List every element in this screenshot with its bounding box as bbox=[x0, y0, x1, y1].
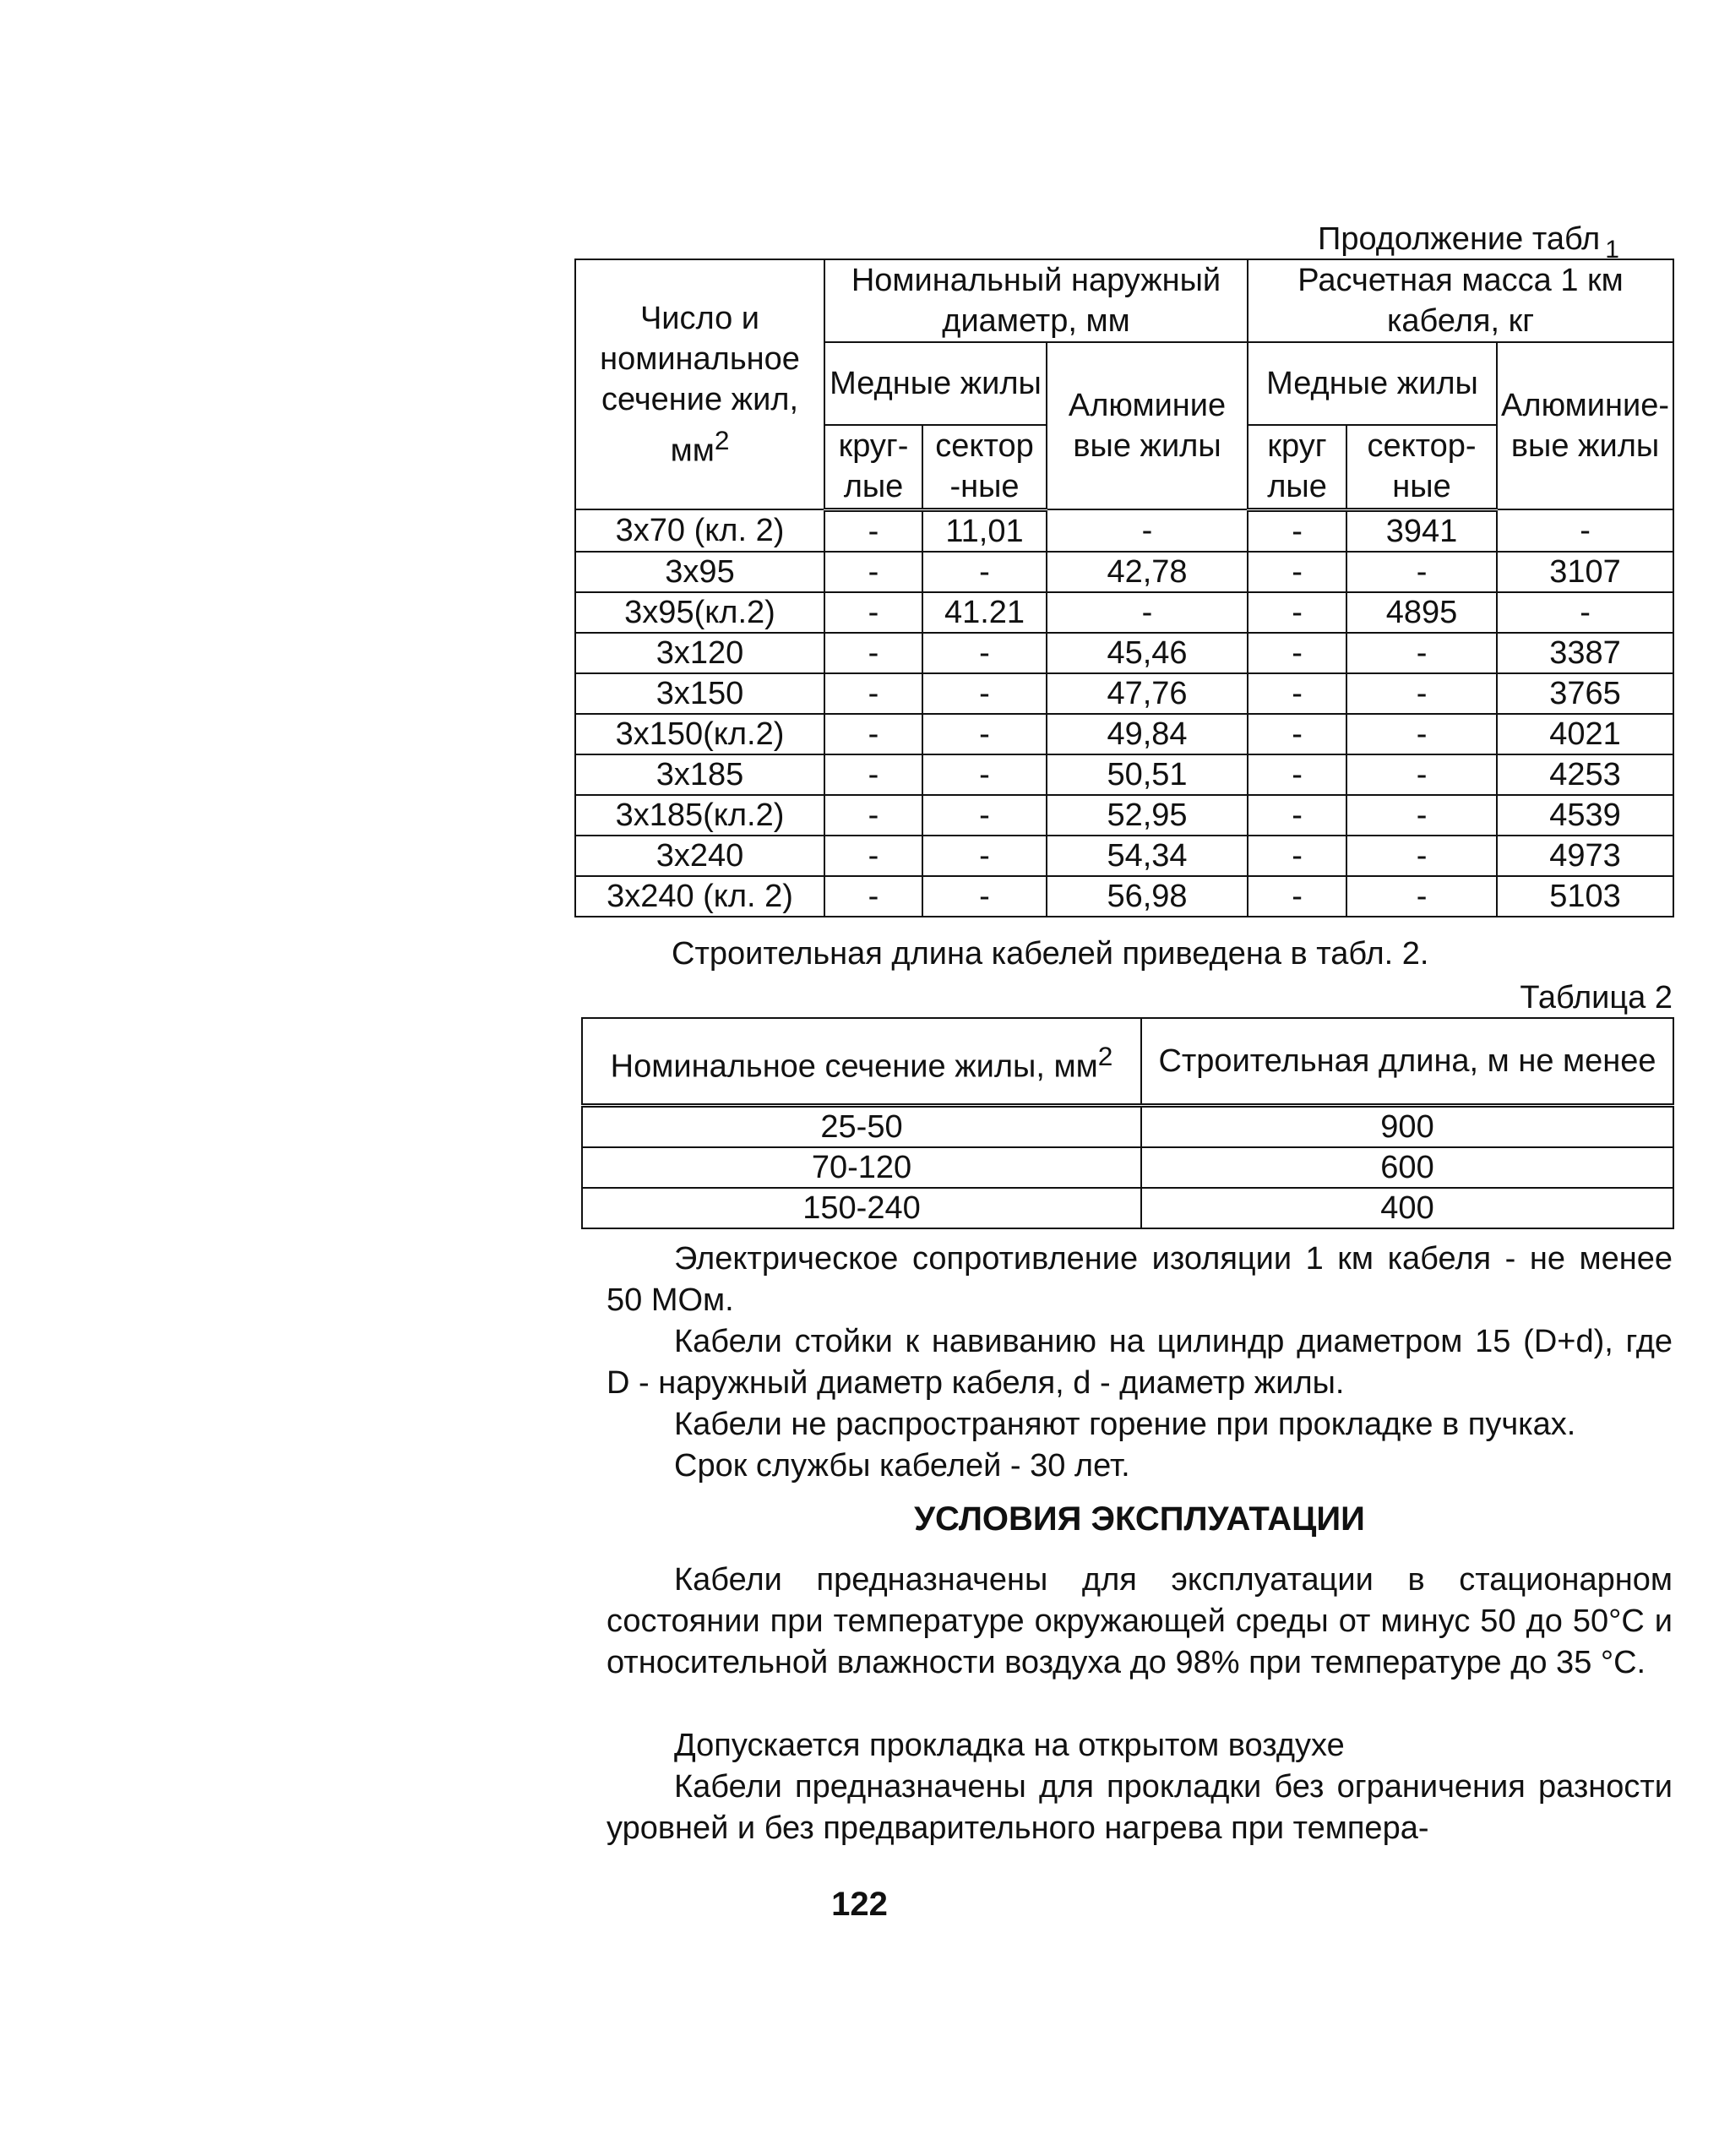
table-cell: 3765 bbox=[1497, 673, 1673, 714]
table-cell: - bbox=[824, 714, 922, 754]
table-cell: 400 bbox=[1141, 1188, 1673, 1228]
table-cell: - bbox=[1248, 795, 1346, 836]
table-cell: 3x240 (кл. 2) bbox=[575, 876, 824, 917]
table-cell: - bbox=[824, 876, 922, 917]
table-cell: - bbox=[824, 673, 922, 714]
table-row bbox=[582, 1188, 1673, 1228]
table-cell: - bbox=[1248, 754, 1346, 795]
table-cell: - bbox=[1248, 509, 1346, 552]
section-title: УСЛОВИЯ ЭКСПЛУАТАЦИИ bbox=[914, 1500, 1365, 1538]
table-cell: 3387 bbox=[1497, 633, 1673, 673]
table-cell: - bbox=[1248, 673, 1346, 714]
table-row bbox=[582, 1147, 1673, 1188]
table-cell: - bbox=[824, 509, 922, 552]
table-cell: - bbox=[824, 754, 922, 795]
header-cell-length: Строительная длина, м не менее bbox=[1141, 1018, 1673, 1106]
table-row bbox=[575, 876, 1673, 917]
table-cell: 70-120 bbox=[582, 1147, 1141, 1188]
table-cell: 49,84 bbox=[1047, 714, 1248, 754]
table-cell: 4973 bbox=[1497, 836, 1673, 876]
table-cell: - bbox=[1346, 795, 1497, 836]
paragraph-laying: Кабели предназначены для прокладки без ограничения разности уровней и без предварительного нагрева при темпера- bbox=[607, 1769, 1673, 1846]
table-cell: - bbox=[922, 714, 1047, 754]
table-row bbox=[575, 509, 1673, 552]
table-cell: 3x185(кл.2) bbox=[575, 795, 824, 836]
table2-reference-text: Строительная длина кабелей приведена в табл. 2. bbox=[672, 936, 1429, 972]
table-row bbox=[575, 673, 1673, 714]
header-group-diameter: Номинальный наружный диаметр, мм bbox=[824, 259, 1248, 342]
table-cell: - bbox=[1346, 673, 1497, 714]
cable-parameters-table bbox=[574, 259, 1674, 917]
table-cell: - bbox=[922, 836, 1047, 876]
table-cell: - bbox=[1248, 836, 1346, 876]
table-cell: 3x95(кл.2) bbox=[575, 592, 824, 633]
table-cell: 900 bbox=[1141, 1106, 1673, 1148]
table-row bbox=[575, 592, 1673, 633]
table-cell: 5103 bbox=[1497, 876, 1673, 917]
table-cell: 3107 bbox=[1497, 552, 1673, 592]
table-cell: 3x185 bbox=[575, 754, 824, 795]
construction-length-table bbox=[581, 1017, 1674, 1229]
table-cell: 3x70 (кл. 2) bbox=[575, 509, 824, 552]
table-cell: - bbox=[1047, 509, 1248, 552]
table-cell: 600 bbox=[1141, 1147, 1673, 1188]
header-cell-section bbox=[582, 1018, 1141, 1106]
table-cell: 4895 bbox=[1346, 592, 1497, 633]
table-cell: 25-50 bbox=[582, 1106, 1141, 1148]
table-cell: 54,34 bbox=[1047, 836, 1248, 876]
header-aluminium-mass: Алюминие-вые жилы bbox=[1497, 342, 1673, 509]
table-cell: - bbox=[922, 633, 1047, 673]
table-cell: 52,95 bbox=[1047, 795, 1248, 836]
table-cell: - bbox=[824, 592, 922, 633]
table-cell: 50,51 bbox=[1047, 754, 1248, 795]
table-cell: - bbox=[1346, 836, 1497, 876]
header-copper-diameter: Медные жилы bbox=[824, 342, 1047, 425]
table-cell: 11,01 bbox=[922, 509, 1047, 552]
table-cell: - bbox=[824, 836, 922, 876]
table-cell: 45,46 bbox=[1047, 633, 1248, 673]
table1-caption-number: 1 bbox=[1605, 236, 1619, 264]
table-cell: - bbox=[1346, 552, 1497, 592]
table-cell: - bbox=[1248, 876, 1346, 917]
header-round-mass: круг лые bbox=[1248, 425, 1346, 509]
table-row bbox=[575, 754, 1673, 795]
table-cell: - bbox=[922, 552, 1047, 592]
table-cell: - bbox=[1248, 633, 1346, 673]
table-cell: 41.21 bbox=[922, 592, 1047, 633]
table-cell: 3x95 bbox=[575, 552, 824, 592]
header-section-sup: 2 bbox=[714, 424, 730, 455]
table-cell: - bbox=[1346, 754, 1497, 795]
table-row bbox=[575, 714, 1673, 754]
paragraph-winding: Кабели стойки к навиванию на цилиндр диаметром 15 (D+d), где D - наружный диаметр кабеля, d - диаметр жилы. bbox=[607, 1324, 1673, 1401]
table-cell: 3x150 bbox=[575, 673, 824, 714]
header-round-diameter: круг-лые bbox=[824, 425, 922, 509]
table-cell: 56,98 bbox=[1047, 876, 1248, 917]
table-cell: - bbox=[1248, 552, 1346, 592]
table-cell: 4021 bbox=[1497, 714, 1673, 754]
table-cell: - bbox=[922, 673, 1047, 714]
table-cell: - bbox=[1497, 592, 1673, 633]
table2-caption: Таблица 2 bbox=[1520, 980, 1673, 1015]
header-section-text: Число и номинальное сечение жил, мм bbox=[600, 300, 800, 469]
header-section-text: Номинальное сечение жилы, мм bbox=[610, 1048, 1098, 1085]
header-aluminium-diameter: Алюминие вые жилы bbox=[1047, 342, 1248, 509]
paragraph-open-air: Допускается прокладка на открытом воздухе bbox=[674, 1728, 1345, 1763]
table-cell: 3x150(кл.2) bbox=[575, 714, 824, 754]
table-row bbox=[582, 1106, 1673, 1148]
table-cell: - bbox=[824, 552, 922, 592]
table-cell: 42,78 bbox=[1047, 552, 1248, 592]
table-cell: - bbox=[1346, 633, 1497, 673]
header-cell-section bbox=[575, 259, 824, 509]
table-row bbox=[575, 836, 1673, 876]
table-row bbox=[575, 795, 1673, 836]
table-cell: - bbox=[1047, 592, 1248, 633]
table-row bbox=[575, 633, 1673, 673]
table-cell: 4253 bbox=[1497, 754, 1673, 795]
table-cell: 4539 bbox=[1497, 795, 1673, 836]
table-cell: - bbox=[922, 795, 1047, 836]
paragraph-flame: Кабели не распространяют горение при прокладке в пучках. bbox=[674, 1407, 1576, 1442]
paragraph-service-life: Срок службы кабелей - 30 лет. bbox=[674, 1448, 1130, 1484]
table-cell: 3941 bbox=[1346, 509, 1497, 552]
table-cell: - bbox=[1248, 714, 1346, 754]
table-row bbox=[575, 552, 1673, 592]
table-cell: - bbox=[1497, 509, 1673, 552]
header-group-mass: Расчетная масса 1 км кабеля, кг bbox=[1248, 259, 1673, 342]
table-cell: - bbox=[1346, 714, 1497, 754]
paragraph-conditions: Кабели предназначены для эксплуатации в стационарном состоянии при температуре окружающей среды от минус 50 до 50°С и относительной влажности воздуха до 98% при температуре до 35 °С. bbox=[607, 1562, 1673, 1680]
header-copper-mass: Медные жилы bbox=[1248, 342, 1497, 425]
table-cell: - bbox=[824, 795, 922, 836]
header-sector-diameter: сектор -ные bbox=[922, 425, 1047, 509]
table-cell: 150-240 bbox=[582, 1188, 1141, 1228]
table-cell: - bbox=[1346, 876, 1497, 917]
table-cell: - bbox=[922, 876, 1047, 917]
table-cell: 47,76 bbox=[1047, 673, 1248, 714]
header-section-sup: 2 bbox=[1097, 1040, 1113, 1071]
table-cell: 3x120 bbox=[575, 633, 824, 673]
page-number: 122 bbox=[831, 1886, 888, 1923]
table-cell: - bbox=[824, 633, 922, 673]
table-cell: 3x240 bbox=[575, 836, 824, 876]
table1-caption-text: Продолжение табл bbox=[1318, 221, 1601, 257]
table-cell: - bbox=[1248, 592, 1346, 633]
header-sector-mass: сектор-ные bbox=[1346, 425, 1497, 509]
table-cell: - bbox=[922, 754, 1047, 795]
paragraph-insulation: Электрическое сопротивление изоляции 1 км кабеля - не менее 50 МОм. bbox=[607, 1241, 1673, 1318]
